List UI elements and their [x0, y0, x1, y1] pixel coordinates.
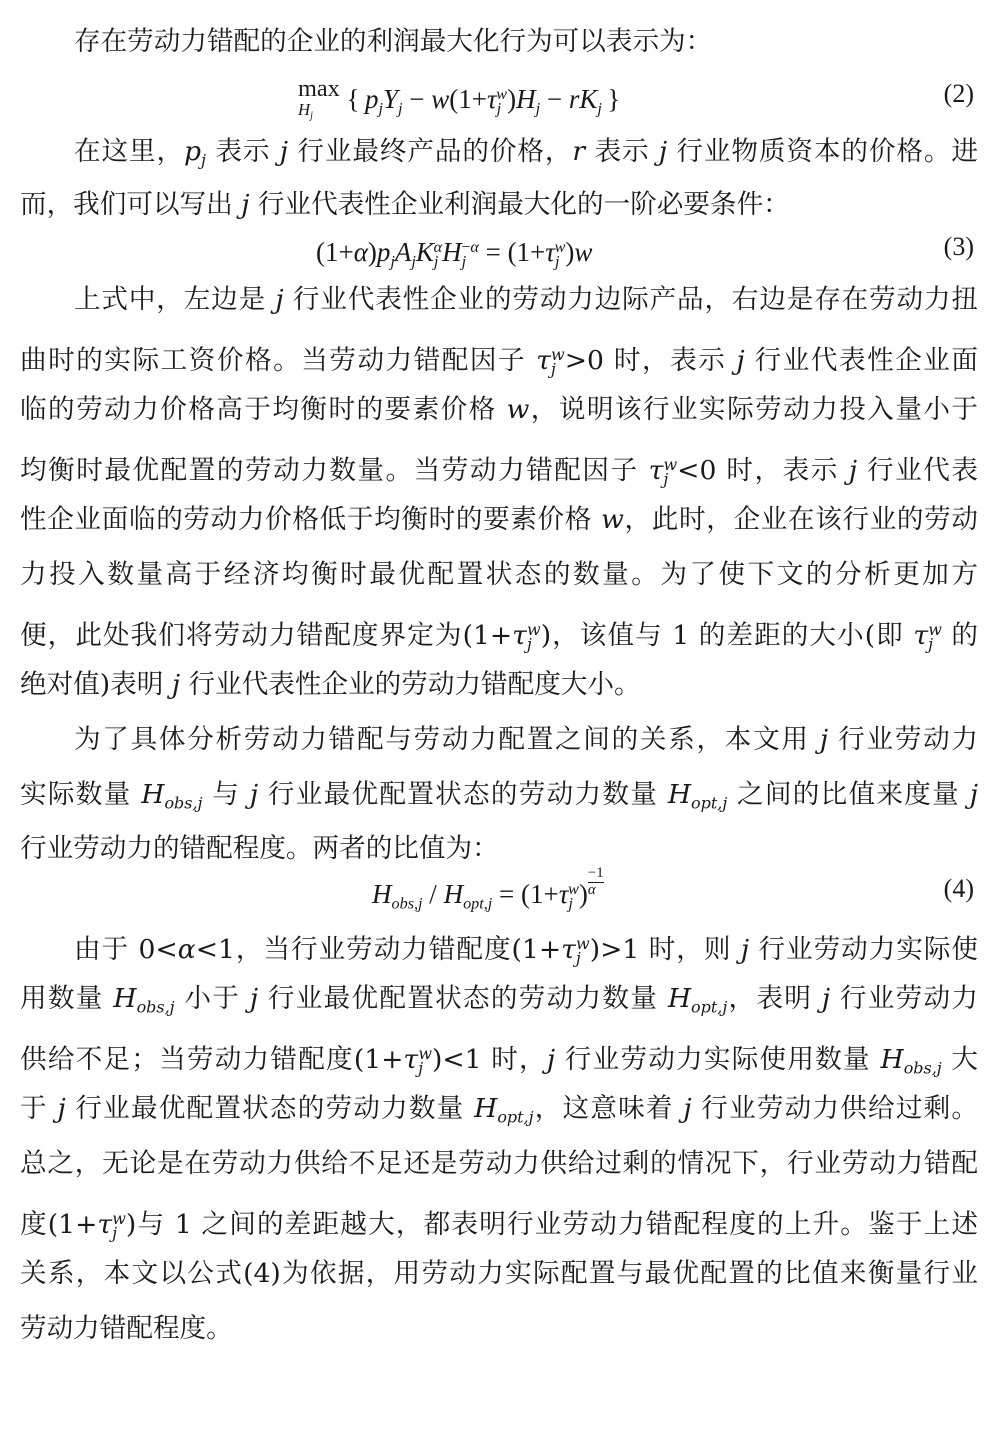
text-line: 性企业面临的劳动力价格低于均衡时的要素价格 w，此时，企业在该行业的劳动: [20, 504, 979, 535]
text-line: 度$(1+\tau_j^w)$与 1 之间的差距越大，都表明行业劳动力错配程度的上升。鉴于上述: [20, 1208, 979, 1243]
text-line: 为了具体分析劳动力错配与劳动力配置之间的关系，本文用 j 行业劳动力: [74, 724, 979, 755]
text-line: 总之，无论是在劳动力供给不足还是劳动力供给过剩的情况下，行业劳动力错配: [20, 1148, 978, 1179]
text-line: 实际数量 $H_{obs,j}$ 与 j 行业最优配置状态的劳动力数量 $H_{opt,j}$ 之间的比值来度量 j: [20, 779, 978, 813]
equation-number: (4): [943, 874, 974, 903]
text-line: 行业劳动力的错配程度。两者的比值为：: [20, 833, 499, 864]
equation-number: (3): [943, 232, 974, 261]
equation-number: (2): [943, 79, 974, 108]
text-line: 力投入数量高于经济均衡时最优配置状态的数量。为了使下文的分析更加方: [20, 559, 978, 590]
equation-2: max $H_j$ { $p_jY_j - w(1+\tau_j^w)H_j - rK_j$ } (2): [20, 66, 978, 122]
text-line: 便，此处我们将劳动力错配度界定为$(1+\tau_j^w)$，该值与 1 的差距的大小(即 $\tau_j^w$ 的: [20, 619, 979, 654]
text-line: 而，我们可以写出 j 行业代表性企业利润最大化的一阶必要条件：: [20, 189, 790, 220]
text-line: 用数量 $H_{obs,j}$ 小于 j 行业最优配置状态的劳动力数量 $H_{opt,j}$，表明 j 行业劳动力: [20, 983, 978, 1017]
equation-3: $(1+\alpha)p_jA_jK_j^\alpha H_j^{-\alpha} = (1+\tau_j^w)w$ (3): [20, 219, 978, 275]
text-line: 供给不足；当劳动力错配度$(1+\tau_j^w)<1$ 时，j 行业劳动力实际使用数量 $H_{obs,j}$ 大: [20, 1043, 979, 1078]
text-line: 绝对值)表明 j 行业代表性企业的劳动力错配度大小。: [20, 669, 641, 700]
text-line: 存在劳动力错配的企业的利润最大化行为可以表示为：: [74, 26, 713, 57]
equation-4: $H_{obs,j} / H_{opt,j} = (1+\tau_j^w)$ $\frac{-1}{\alpha}$ (4): [20, 861, 978, 917]
text-line: 关系，本文以公式(4)为依据，用劳动力实际配置与最优配置的比值来衡量行业: [20, 1258, 978, 1289]
text-line: 由于 0<α<1，当行业劳动力错配度$(1+\tau_j^w)>1$ 时，则 j 行业劳动力实际使: [74, 933, 979, 968]
text-line: 劳动力错配程度。: [20, 1313, 233, 1344]
text-line: 上式中，左边是 j 行业代表性企业的劳动力边际产品，右边是存在劳动力扭: [74, 284, 978, 315]
text-line: 均衡时最优配置的劳动力数量。当劳动力错配因子 $\tau_j^w<0$ 时，表示 j 行业代表: [20, 454, 978, 489]
text-line: 临的劳动力价格高于均衡时的要素价格 w，说明该行业实际劳动力投入量小于: [20, 394, 979, 425]
text-line: 于 j 行业最优配置状态的劳动力数量 $H_{opt,j}$，这意味着 j 行业劳动力供给过剩。: [20, 1093, 979, 1127]
text-line: 曲时的实际工资价格。当劳动力错配因子 $\tau_j^w>0$ 时，表示 j 行业代表性企业面: [20, 344, 979, 379]
text-line: 在这里，$p_j$ 表示 j 行业最终产品的价格，r 表示 j 行业物质资本的价格。进: [74, 136, 979, 170]
